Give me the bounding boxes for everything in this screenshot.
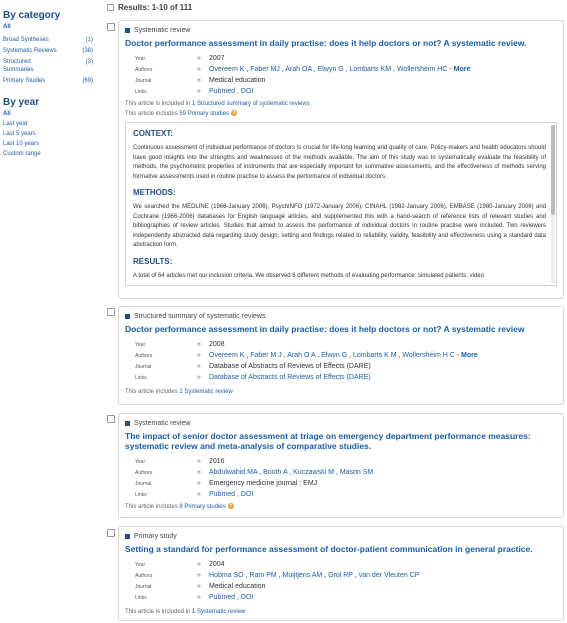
meta-label: Links [135,88,147,95]
results-count: Results: 1-10 of 111 [118,2,193,12]
author-link[interactable]: Abdulwahid MA [209,469,258,476]
result-meta [135,339,557,383]
meta-journal: Medical education [209,583,266,590]
result-title-link[interactable]: Doctor performance assessment in daily practise: does it help doctors or not? A systematic review. [125,38,527,48]
chevron-right-icon: » [197,55,201,62]
meta-label: Authors [135,469,153,476]
scrollbar-thumb[interactable] [551,125,555,215]
pubmed-link[interactable]: Pubmed [209,594,236,601]
meta-authors-row [135,350,557,361]
note-text: This article includes [125,111,180,117]
result-card [118,306,564,405]
meta-label: Authors [135,66,153,73]
meta-label: Year [135,341,146,348]
result-type-label: Structured summary of systematic reviews [134,313,266,320]
select-all-checkbox[interactable] [107,4,114,11]
author-link[interactable]: Faber MJ [250,66,280,73]
meta-year: 2016 [209,458,225,465]
abstract-section-heading: RESULTS: [133,256,173,266]
year-filter [3,97,93,158]
result-type-label: Primary study [134,533,177,540]
category-label[interactable]: Broad Syntheses [3,37,49,43]
chevron-right-icon: » [197,341,201,348]
author-link[interactable]: Hobma SO [209,572,244,579]
meta-authors: Abdulwahid MA , Booth A , Kuczawski M , Mason SM [209,469,374,476]
result-type [125,420,557,427]
meta-label: Year [135,458,146,465]
meta-label: Links [135,374,147,381]
author-link[interactable]: Elwyn G [321,352,348,359]
year-last-10-link[interactable]: Last 10 years [3,141,40,147]
meta-links-row [135,86,557,97]
author-link[interactable]: van der Vleuten CP [358,572,420,579]
result-checkbox[interactable] [107,415,115,423]
includes-note [125,388,557,397]
chevron-right-icon: » [197,572,201,579]
type-square-icon [125,28,130,33]
category-label[interactable] [3,58,33,74]
meta-authors-row [135,64,557,75]
author-link[interactable]: Lombarts KM [349,66,392,73]
category-systematic-reviews[interactable] [3,47,93,55]
chevron-right-icon: » [197,66,201,73]
abstract-section-heading: CONTEXT: [133,129,173,138]
filter-sidebar [3,10,93,160]
meta-journal-row [135,581,557,592]
meta-label: Authors [135,352,153,359]
chevron-right-icon: » [197,594,201,601]
author-link[interactable]: Faber M J [250,352,282,359]
category-count: (3) [85,59,93,65]
author-link[interactable]: Arah O A [287,352,316,359]
meta-year: 2007 [209,55,225,62]
chevron-right-icon: » [197,374,201,381]
abstract-section-heading: METHODS: [133,188,176,197]
chevron-right-icon: » [197,77,201,84]
result-checkbox[interactable] [107,308,115,316]
year-heading: By year [3,97,40,108]
primary-studies-link[interactable]: 8 Primary studies [179,504,226,510]
chevron-right-icon: » [197,583,201,590]
structured-summary-link[interactable]: 1 Structured summary of systematic reviews [192,101,310,107]
result-type [125,313,557,320]
chevron-right-icon: » [197,480,201,487]
meta-label: Journal [135,480,152,487]
meta-links: Pubmed , DOI [209,491,254,498]
result-title-link[interactable]: Doctor performance assessment in daily practise: does it help doctors or not? A systematic review [125,324,525,334]
meta-links-row [135,592,557,603]
meta-journal-row [135,75,557,86]
meta-label: Links [135,594,147,601]
results-bar [107,2,192,12]
result-type [125,27,557,34]
abstract-section-text: A total of 64 articles met our inclusion criteria. We observed 6 different methods of evaluating performance: simulated patients; video [133,272,484,279]
meta-label: Journal [135,583,152,590]
author-link[interactable]: Elwyn G [317,66,344,73]
result-type [125,533,557,540]
meta-authors-row [135,467,557,478]
category-primary-studies[interactable] [3,77,93,85]
year-custom-range-link[interactable]: Custom range [3,151,41,157]
result-card [118,413,564,518]
author-link[interactable]: Overeem K [209,66,245,73]
info-icon[interactable]: ? [229,503,233,509]
meta-journal-row [135,478,557,489]
meta-journal: Emergency medicine journal : EMJ [209,480,318,487]
note-text: This article includes [125,389,180,395]
meta-label: Authors [135,572,153,579]
result-card [118,526,564,621]
category-label[interactable]: Primary Studies [3,78,46,84]
author-link[interactable]: Muijtjens AM [282,572,323,579]
primary-studies-link[interactable]: 59 Primary studies [179,111,230,117]
includes-note [125,110,557,119]
category-count: (1) [85,37,93,43]
meta-authors: Overeem K , Faber M J , Arah O A , Elwyn G , Lombarts K M , Wollersheim H C - More [209,352,478,359]
meta-label: Journal [135,363,152,370]
result-title-link[interactable]: Setting a standard for performance assessment of doctor-patient communication in general practice. [125,544,533,554]
meta-year-row [135,339,557,350]
author-link[interactable]: Mason SM [339,469,374,476]
year-last-year-link[interactable]: Last year [3,121,28,127]
author-link[interactable]: Wollersheim HC [396,66,448,73]
chevron-right-icon: » [197,469,201,476]
info-icon[interactable]: ? [232,110,236,116]
abstract-section-text: Continuous assessment of individual performance of doctors is crucial for life-long learning and quality of care. Policy-makers and health educators should have good insights into the strengths and weaknesses of the methods available. The aim of this study was to systematically evaluate the feasibility of methods, the psychometric properties of instruments that are especially important for summative assessments, and the effectiveness of methods serving formative assessments used in routine practise to assess the performance of individual doctors. [133,145,546,180]
more-authors-link[interactable]: More [461,352,478,359]
note-text: This article includes [125,504,180,510]
author-link[interactable]: Overeem K [209,352,245,359]
meta-journal: Medical education [209,77,266,84]
includes-note [125,503,557,512]
meta-links-row [135,489,557,500]
result-type-label: Systematic review [134,420,191,427]
type-square-icon [125,314,130,319]
chevron-right-icon: » [197,352,201,359]
author-link[interactable]: Kuczawski M [293,469,334,476]
category-label-line1[interactable]: Structured [3,59,31,65]
meta-journal-row [135,361,557,372]
category-all-link[interactable]: All [3,24,11,30]
systematic-review-link[interactable]: 1 Systematic review [179,389,233,395]
meta-authors-row [135,570,557,581]
more-authors-link[interactable]: More [453,66,471,73]
chevron-right-icon: » [197,458,201,465]
doi-link[interactable]: DOI [240,491,254,498]
meta-year-row [135,456,557,467]
meta-links: Pubmed , DOI [209,594,254,601]
category-heading: By category [3,10,61,21]
dare-link[interactable]: Database of Abstracts of Reviews of Effects (DARE) [209,374,371,381]
category-broad-syntheses[interactable] [3,36,93,44]
meta-label: Links [135,491,147,498]
meta-label: Year [135,55,146,62]
meta-label: Year [135,561,146,568]
result-meta [135,456,557,500]
meta-links: Pubmed , DOI [209,88,254,95]
note-text: This article is included in [125,101,193,107]
chevron-right-icon: » [197,491,201,498]
category-count: (38) [82,48,93,54]
inclusion-note [125,608,557,617]
author-link[interactable]: Booth A [263,469,288,476]
year-last-5-link[interactable]: Last 5 years [3,131,36,137]
result-type-label: Systematic review [134,27,191,34]
note-text: This article is included in [125,609,193,615]
systematic-review-link[interactable]: 1 Systematic review [192,609,246,615]
chevron-right-icon: » [197,88,201,95]
author-link[interactable]: Wollersheim H C [402,352,455,359]
category-count: (69) [82,78,93,84]
author-link[interactable]: Arah OA [285,66,312,73]
author-link[interactable]: Ram PM [249,572,277,579]
result-checkbox[interactable] [107,529,115,537]
result-title-link[interactable]: The impact of senior doctor assessment at triage on emergency department performance measures: systematic review and meta-analysis of comparative studies. [125,431,531,451]
author-link[interactable]: Grol RP [328,572,353,579]
abstract-scrollbar[interactable] [551,125,555,283]
meta-year-row [135,559,557,570]
meta-journal: Database of Abstracts of Reviews of Effects (DARE) [209,363,371,370]
doi-link[interactable]: DOI [240,594,254,601]
meta-label: Journal [135,77,152,84]
result-meta [135,53,557,97]
result-meta [135,559,557,603]
year-all-link[interactable]: All [3,111,11,117]
meta-year: 2004 [209,561,225,568]
meta-year: 2008 [209,341,225,348]
chevron-right-icon: » [197,561,201,568]
pubmed-link[interactable]: Pubmed [209,88,236,95]
author-link[interactable]: Lombarts K M [353,352,397,359]
meta-authors: Hobma SO , Ram PM , Muijtjens AM , Grol RP , van der Vleuten CP [209,572,420,579]
meta-links [209,374,371,381]
category-structured-summaries[interactable] [3,58,93,74]
result-card [118,20,564,299]
category-label-line2[interactable]: Summaries [3,67,34,73]
chevron-right-icon: » [197,363,201,370]
meta-authors: Overeem K , Faber MJ , Arah OA , Elwyn G , Lombarts KM , Wollersheim HC - More [209,66,471,73]
abstract-panel[interactable] [125,122,557,286]
meta-links-row [135,372,557,383]
abstract-section-text: We searched the MEDLINE (1966-January 2006), PsychINFO (1972-January 2006), CINAHL (1982-January 2006), EMBASE (1980-January 2006) and Cochrane (1966-2006) databases for English language articles, and supplemented this with a hand-search of reference lists of relevant studies and bibliographies of review articles. Studies that aimed to assess the performance of individual doctors in routine practise were included. Two reviewers independently abstracted data regarding study design, setting and findings related to reliability, validity, feasibility and effectiveness using a standard data abstraction form. [133,204,546,248]
type-square-icon [125,421,130,426]
pubmed-link[interactable]: Pubmed [209,491,236,498]
inclusion-note [125,100,557,109]
meta-year-row [135,53,557,64]
doi-link[interactable]: DOI [240,88,254,95]
result-checkbox[interactable] [107,23,115,31]
category-label[interactable]: Systematic Reviews [3,48,57,54]
type-square-icon [125,534,130,539]
